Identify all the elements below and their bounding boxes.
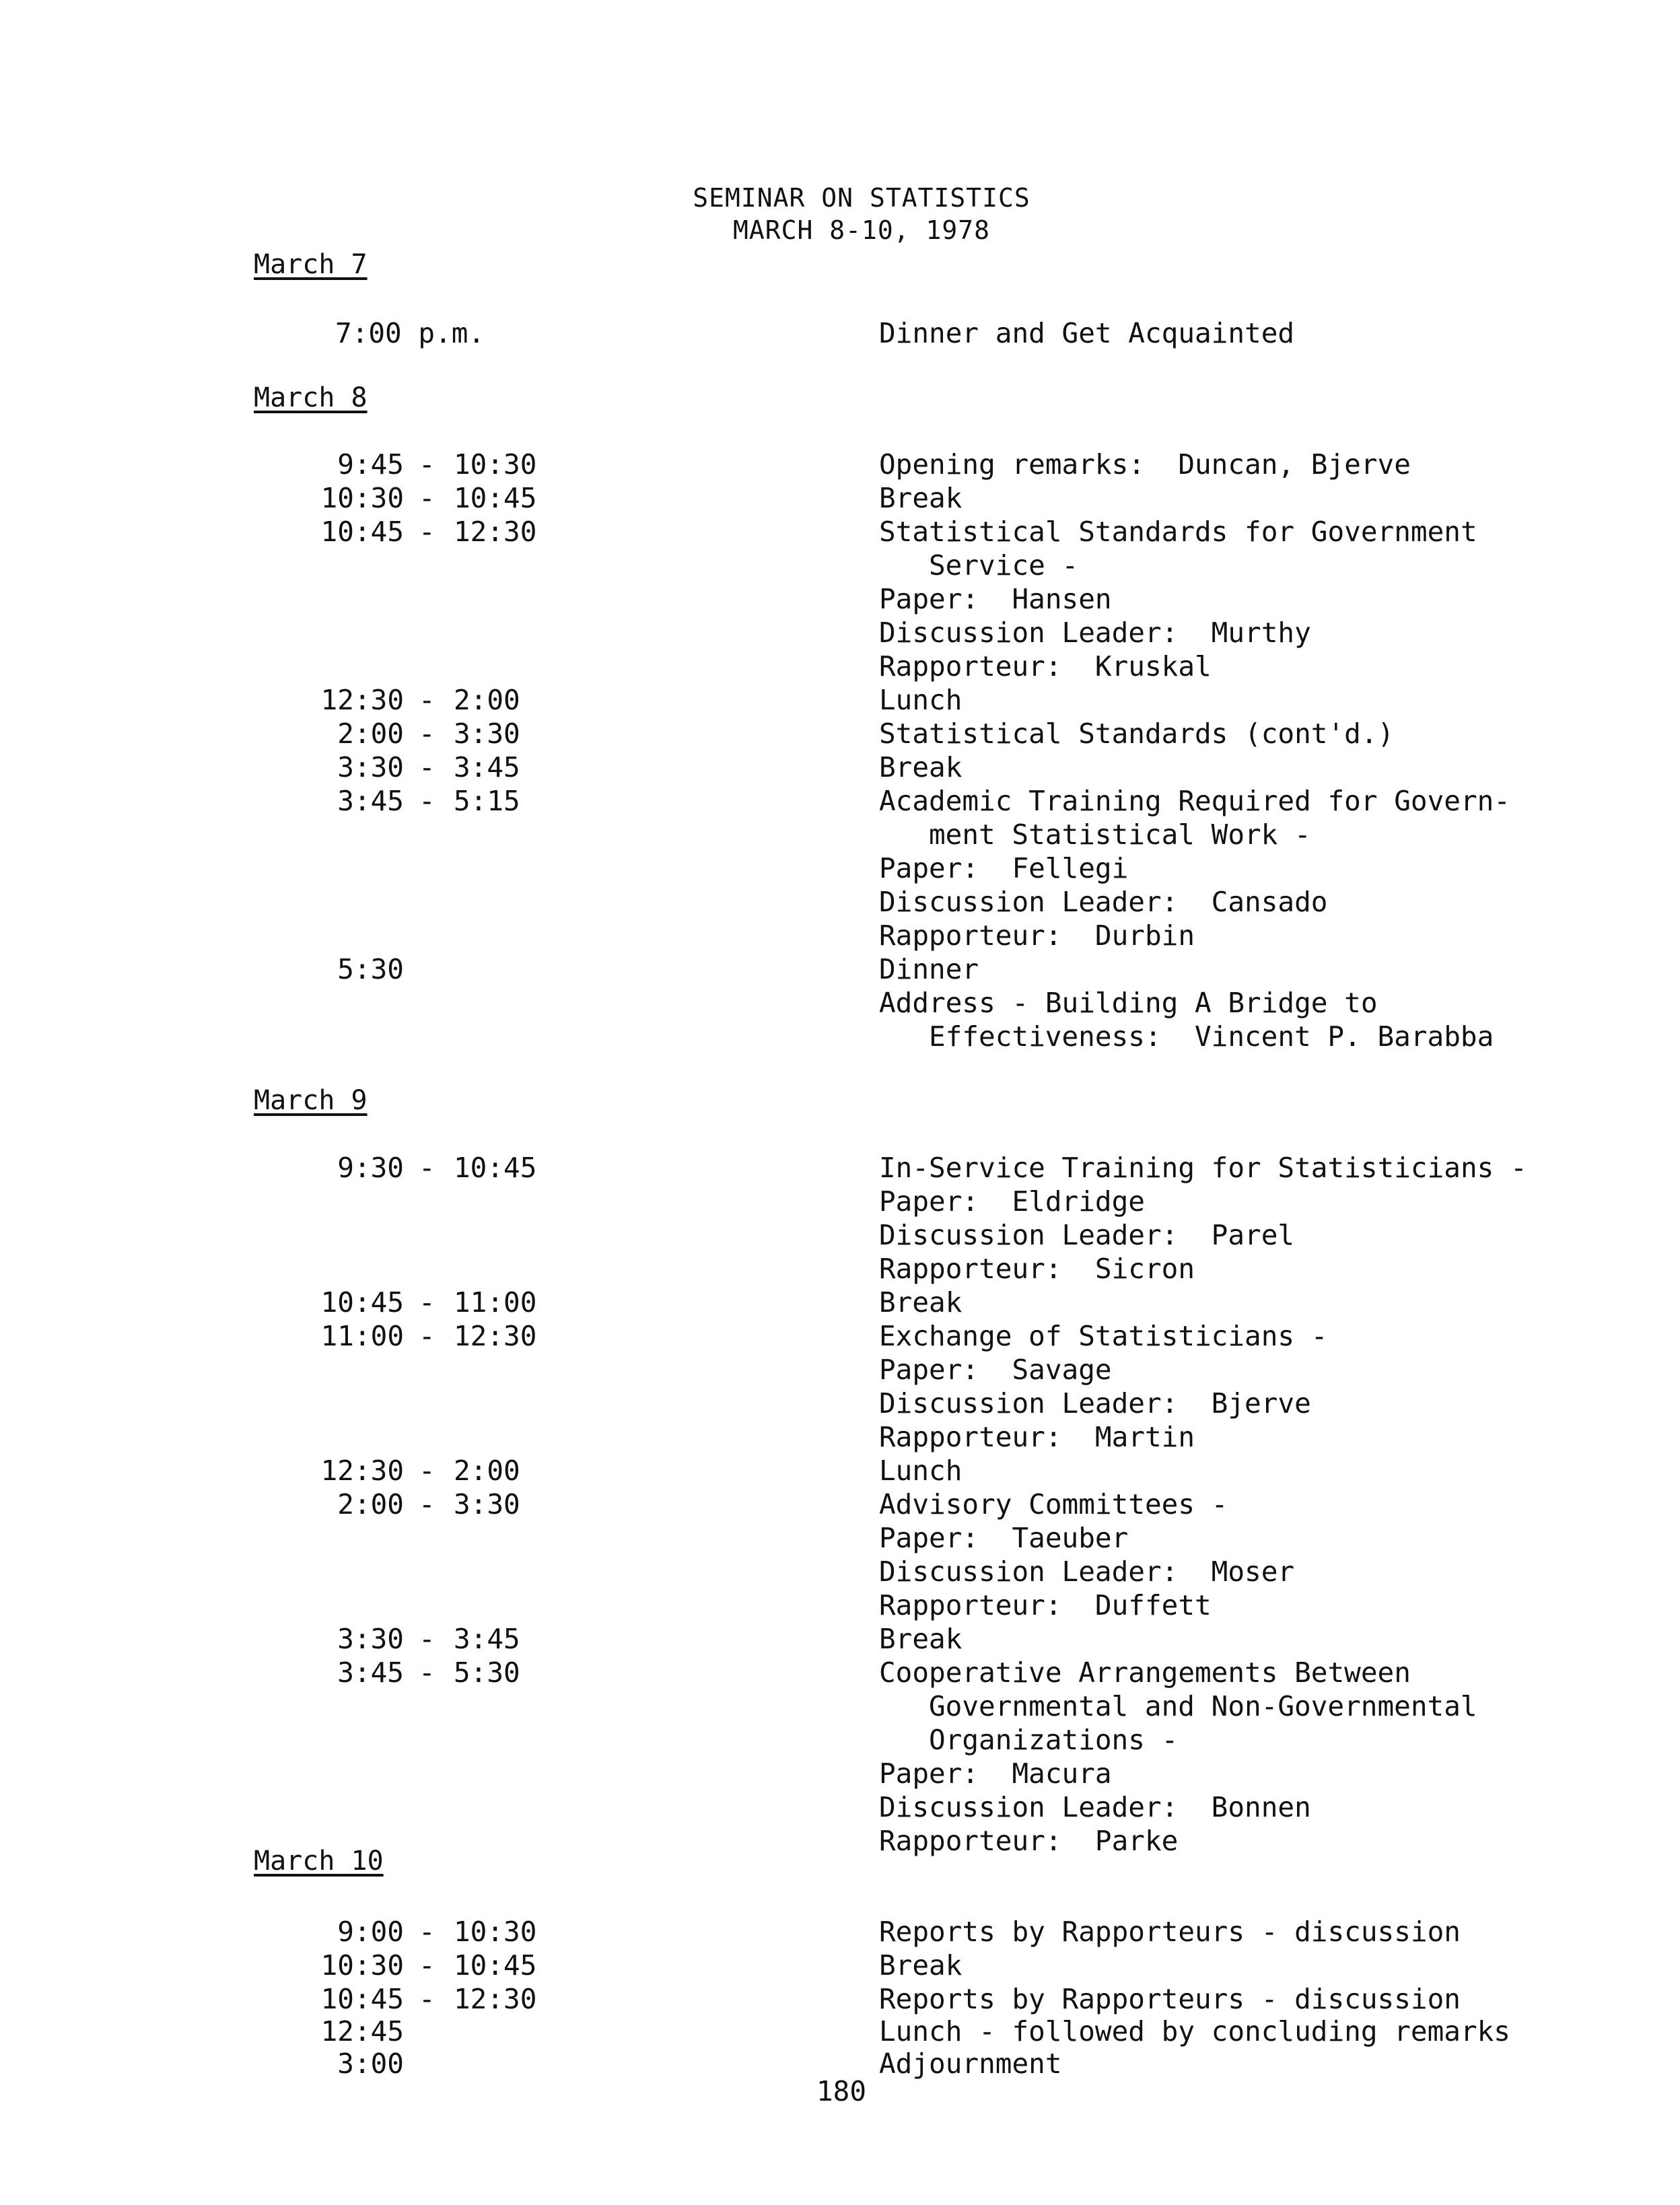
session-title-continued: Service -: [929, 549, 1079, 582]
time-end: 10:45: [454, 482, 537, 514]
time-dash: -: [419, 1320, 435, 1352]
session-discussion-leader: Discussion Leader: Parel: [879, 1219, 1295, 1251]
time-dash: -: [419, 751, 435, 783]
time-dash: -: [419, 448, 435, 481]
session-rapporteur: Rapporteur: Durbin: [879, 919, 1195, 952]
session-title: Exchange of Statisticians -: [879, 1320, 1328, 1352]
session-discussion-leader: Discussion Leader: Moser: [879, 1555, 1295, 1588]
event-description: Opening remarks: Duncan, Bjerve: [879, 448, 1411, 481]
time-end: 11:00: [454, 1286, 537, 1319]
session-title-continued: Organizations -: [929, 1724, 1179, 1756]
event-description: Lunch - followed by concluding remarks: [879, 2015, 1510, 2048]
time-start: 3:30: [337, 751, 404, 783]
time-end: 3:30: [454, 1488, 520, 1520]
time-dash: -: [419, 1916, 435, 1948]
event-description: Break: [879, 1949, 963, 1982]
session-rapporteur: Rapporteur: Martin: [879, 1421, 1195, 1453]
time-end: 2:00: [454, 1455, 520, 1487]
time-start: 9:45: [337, 448, 404, 481]
time-end: 10:45: [454, 1152, 537, 1184]
session-title-continued: ment Statistical Work -: [929, 818, 1311, 851]
time-dash: -: [419, 1455, 435, 1487]
time-start: 10:30: [320, 482, 404, 514]
session-rapporteur: Rapporteur: Kruskal: [879, 650, 1212, 682]
event-description: Reports by Rapporteurs - discussion: [879, 1916, 1461, 1948]
time-start: 3:30: [337, 1623, 404, 1655]
session-rapporteur: Rapporteur: Sicron: [879, 1253, 1195, 1285]
event-description: Lunch: [879, 684, 963, 716]
session-title: Statistical Standards for Government: [879, 516, 1477, 548]
time-start: 12:30: [320, 684, 404, 716]
time-dash: -: [419, 785, 435, 817]
session-paper: Paper: Taeuber: [879, 1522, 1129, 1554]
time-dash: -: [419, 1152, 435, 1184]
time-start: 10:45: [320, 1286, 404, 1319]
day-heading-march-9: March 9: [254, 1085, 368, 1116]
event-description: Dinner and Get Acquainted: [879, 317, 1295, 349]
day-heading-march-7: March 7: [254, 249, 368, 280]
document-title: SEMINAR ON STATISTICS: [693, 183, 1030, 213]
time-end: 10:30: [454, 448, 537, 481]
time-end: 12:30: [454, 516, 537, 548]
day-heading-march-8: March 8: [254, 382, 368, 413]
session-paper: Paper: Hansen: [879, 583, 1112, 615]
time-dash: -: [419, 718, 435, 750]
time-start: 10:45: [320, 516, 404, 548]
time-dash: -: [419, 684, 435, 716]
event-description: Lunch: [879, 1455, 963, 1487]
time-start: 11:00: [320, 1320, 404, 1352]
time-dash: -: [419, 1656, 435, 1689]
time-dash: -: [419, 1983, 435, 2015]
time-start: 3:45: [337, 1656, 404, 1689]
session-title-continued: Governmental and Non-Governmental: [929, 1690, 1477, 1722]
time-end: 10:30: [454, 1916, 537, 1948]
time-end: 5:30: [454, 1656, 520, 1689]
time-end: 3:30: [454, 718, 520, 750]
time-end: 3:45: [454, 1623, 520, 1655]
session-paper: Paper: Fellegi: [879, 852, 1129, 884]
time-dash: -: [419, 516, 435, 548]
session-title: Cooperative Arrangements Between: [879, 1656, 1411, 1689]
time-end: 2:00: [454, 684, 520, 716]
event-description: Reports by Rapporteurs - discussion: [879, 1983, 1461, 2015]
time-end: 12:30: [454, 1983, 537, 2015]
time-end: 10:45: [454, 1949, 537, 1982]
time-start: 3:00: [337, 2048, 404, 2080]
session-title: Advisory Committees -: [879, 1488, 1228, 1520]
time-start: 5:30: [337, 953, 404, 985]
day-heading-march-10: March 10: [254, 1846, 384, 1877]
session-paper: Paper: Savage: [879, 1354, 1112, 1386]
time-dash: -: [419, 482, 435, 514]
time-start: 2:00: [337, 718, 404, 750]
time-start: 10:45: [320, 1983, 404, 2015]
address-title-continued: Effectiveness: Vincent P. Barabba: [929, 1020, 1494, 1053]
time-end: 5:15: [454, 785, 520, 817]
event-description: Statistical Standards (cont'd.): [879, 718, 1395, 750]
time-end: 12:30: [454, 1320, 537, 1352]
event-description: Dinner: [879, 953, 979, 985]
session-title: In-Service Training for Statisticians -: [879, 1152, 1527, 1184]
time-dash: -: [419, 1488, 435, 1520]
session-paper: Paper: Macura: [879, 1757, 1112, 1790]
event-description: Break: [879, 1623, 963, 1655]
event-description: Break: [879, 1286, 963, 1319]
time-start: 12:30: [320, 1455, 404, 1487]
address-title: Address - Building A Bridge to: [879, 987, 1378, 1019]
time-start: 12:45: [320, 2015, 404, 2048]
session-rapporteur: Rapporteur: Parke: [879, 1825, 1179, 1857]
time-slot: 7:00 p.m.: [335, 317, 485, 349]
time-dash: -: [419, 1286, 435, 1319]
event-description: Break: [879, 751, 963, 783]
session-discussion-leader: Discussion Leader: Murthy: [879, 617, 1311, 649]
event-description: Break: [879, 482, 963, 514]
session-discussion-leader: Discussion Leader: Cansado: [879, 886, 1328, 918]
session-discussion-leader: Discussion Leader: Bonnen: [879, 1791, 1311, 1823]
event-description: Adjournment: [879, 2048, 1062, 2080]
time-dash: -: [419, 1949, 435, 1982]
session-rapporteur: Rapporteur: Duffett: [879, 1589, 1212, 1621]
time-start: 9:00: [337, 1916, 404, 1948]
time-start: 3:45: [337, 785, 404, 817]
document-dates: MARCH 8-10, 1978: [732, 215, 991, 245]
page-number: 180: [816, 2075, 867, 2107]
time-start: 2:00: [337, 1488, 404, 1520]
session-discussion-leader: Discussion Leader: Bjerve: [879, 1387, 1311, 1420]
time-start: 9:30: [337, 1152, 404, 1184]
session-title: Academic Training Required for Govern-: [879, 785, 1510, 817]
time-end: 3:45: [454, 751, 520, 783]
time-dash: -: [419, 1623, 435, 1655]
session-paper: Paper: Eldridge: [879, 1185, 1145, 1218]
time-start: 10:30: [320, 1949, 404, 1982]
